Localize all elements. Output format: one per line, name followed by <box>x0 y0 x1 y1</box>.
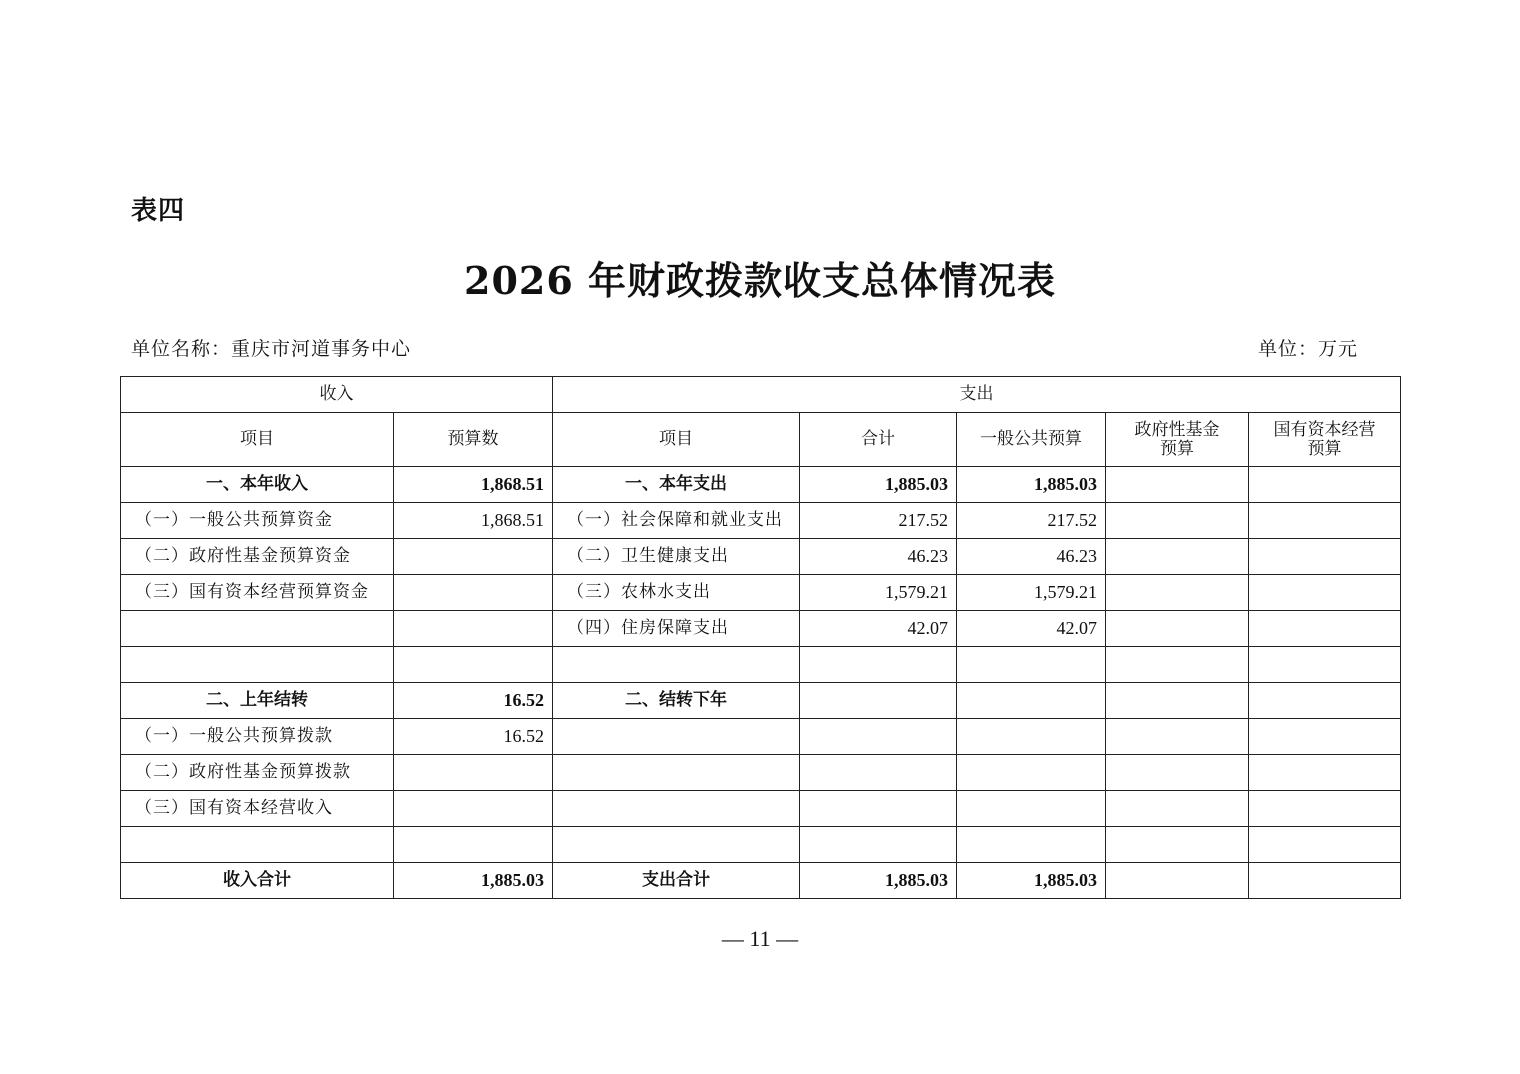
table-cell: 1,885.03 <box>957 467 1106 503</box>
page-number: — 11 — <box>721 926 799 951</box>
table-row <box>121 647 1401 683</box>
table-cell: 217.52 <box>957 503 1106 539</box>
table-row <box>121 791 1401 827</box>
table-cell <box>1106 647 1249 683</box>
table-cell: 1,868.51 <box>394 467 553 503</box>
table-cell <box>957 719 1106 755</box>
table-cell <box>1249 575 1401 611</box>
table-cell <box>800 719 957 755</box>
table-cell <box>1249 647 1401 683</box>
table-cell: 42.07 <box>957 611 1106 647</box>
table-cell: 二、结转下年 <box>553 683 800 719</box>
table-row <box>121 611 1401 647</box>
table-cell <box>1106 719 1249 755</box>
table-cell: （二）卫生健康支出 <box>553 539 800 575</box>
table-row <box>121 539 1401 575</box>
table-cell: 16.52 <box>394 683 553 719</box>
col-income-budget: 预算数 <box>394 413 553 467</box>
table-cell: 一、本年支出 <box>553 467 800 503</box>
col-general-budget: 一般公共预算 <box>957 413 1106 467</box>
income-group-header: 收入 <box>121 377 553 413</box>
col-total: 合计 <box>800 413 957 467</box>
expense-group-header: 支出 <box>553 377 1401 413</box>
table-row <box>121 575 1401 611</box>
table-cell <box>394 827 553 863</box>
table-cell <box>1106 755 1249 791</box>
table-cell <box>394 647 553 683</box>
table-cell <box>1249 791 1401 827</box>
table-cell: 1,885.03 <box>957 863 1106 899</box>
table-cell: 1,885.03 <box>394 863 553 899</box>
table-cell: 二、上年结转 <box>121 683 394 719</box>
table-cell <box>1106 467 1249 503</box>
table-cell <box>121 611 394 647</box>
table-cell <box>800 647 957 683</box>
table-cell: 1,885.03 <box>800 863 957 899</box>
table-cell <box>394 755 553 791</box>
table-cell: （二）政府性基金预算资金 <box>121 539 394 575</box>
table-cell: 217.52 <box>800 503 957 539</box>
col-income-item: 项目 <box>121 413 394 467</box>
table-row <box>121 503 1401 539</box>
table-cell <box>957 683 1106 719</box>
table-cell: （一）一般公共预算资金 <box>121 503 394 539</box>
table-cell <box>957 827 1106 863</box>
table-cell: （三）农林水支出 <box>553 575 800 611</box>
table-cell: （一）社会保障和就业支出 <box>553 503 800 539</box>
table-cell <box>553 719 800 755</box>
table-row <box>121 683 1401 719</box>
table-cell: （一）一般公共预算拨款 <box>121 719 394 755</box>
table-cell <box>1249 863 1401 899</box>
table-cell <box>800 791 957 827</box>
col-expense-item: 项目 <box>553 413 800 467</box>
table-cell <box>1249 611 1401 647</box>
table-cell <box>553 755 800 791</box>
table-cell: （二）政府性基金预算拨款 <box>121 755 394 791</box>
table-label: 表四 <box>131 196 186 226</box>
table-cell <box>1106 791 1249 827</box>
table-cell <box>121 827 394 863</box>
table-cell <box>800 755 957 791</box>
table-cell <box>1249 503 1401 539</box>
table-cell <box>1106 575 1249 611</box>
table-cell <box>957 791 1106 827</box>
table-cell <box>1106 611 1249 647</box>
unit-label: 单位：万元 <box>1258 338 1359 360</box>
col-state-capital-budget: 国有资本经营 预算 <box>1249 413 1401 467</box>
table-cell: 收入合计 <box>121 863 394 899</box>
column-header-row <box>121 413 1401 467</box>
table-cell <box>553 827 800 863</box>
table-cell <box>394 575 553 611</box>
page-title: 2026 年财政拨款收支总体情况表 <box>464 258 1056 303</box>
table-cell <box>553 647 800 683</box>
table-cell: 1,868.51 <box>394 503 553 539</box>
table-cell <box>394 611 553 647</box>
col-gov-fund-budget: 政府性基金 预算 <box>1106 413 1249 467</box>
table-row <box>121 467 1401 503</box>
table-cell <box>394 791 553 827</box>
group-header-row <box>121 377 1401 413</box>
table-cell <box>1249 755 1401 791</box>
table-cell: 16.52 <box>394 719 553 755</box>
table-cell: 1,885.03 <box>800 467 957 503</box>
table-cell <box>394 539 553 575</box>
table-cell <box>1106 539 1249 575</box>
table-cell <box>800 683 957 719</box>
table-cell <box>121 647 394 683</box>
table-cell <box>1106 683 1249 719</box>
table-cell: 46.23 <box>957 539 1106 575</box>
budget-table <box>120 376 1401 899</box>
table-cell: 1,579.21 <box>957 575 1106 611</box>
table-cell <box>1249 683 1401 719</box>
table-cell: 支出合计 <box>553 863 800 899</box>
table-cell: 46.23 <box>800 539 957 575</box>
table-cell: （四）住房保障支出 <box>553 611 800 647</box>
table-row <box>121 755 1401 791</box>
table-cell: （三）国有资本经营预算资金 <box>121 575 394 611</box>
table-cell <box>553 791 800 827</box>
table-cell: 1,579.21 <box>800 575 957 611</box>
table-cell: 一、本年收入 <box>121 467 394 503</box>
table-cell: 42.07 <box>800 611 957 647</box>
table-cell <box>1106 503 1249 539</box>
table-cell <box>1249 539 1401 575</box>
table-row <box>121 719 1401 755</box>
unit-name: 单位名称：重庆市河道事务中心 <box>131 338 412 360</box>
table-cell <box>1249 827 1401 863</box>
table-cell <box>1249 719 1401 755</box>
table-cell: （三）国有资本经营收入 <box>121 791 394 827</box>
table-cell <box>1249 467 1401 503</box>
table-cell <box>957 647 1106 683</box>
table-row <box>121 863 1401 899</box>
table-cell <box>957 755 1106 791</box>
table-row <box>121 827 1401 863</box>
table-cell <box>800 827 957 863</box>
table-cell <box>1106 827 1249 863</box>
table-cell <box>1106 863 1249 899</box>
